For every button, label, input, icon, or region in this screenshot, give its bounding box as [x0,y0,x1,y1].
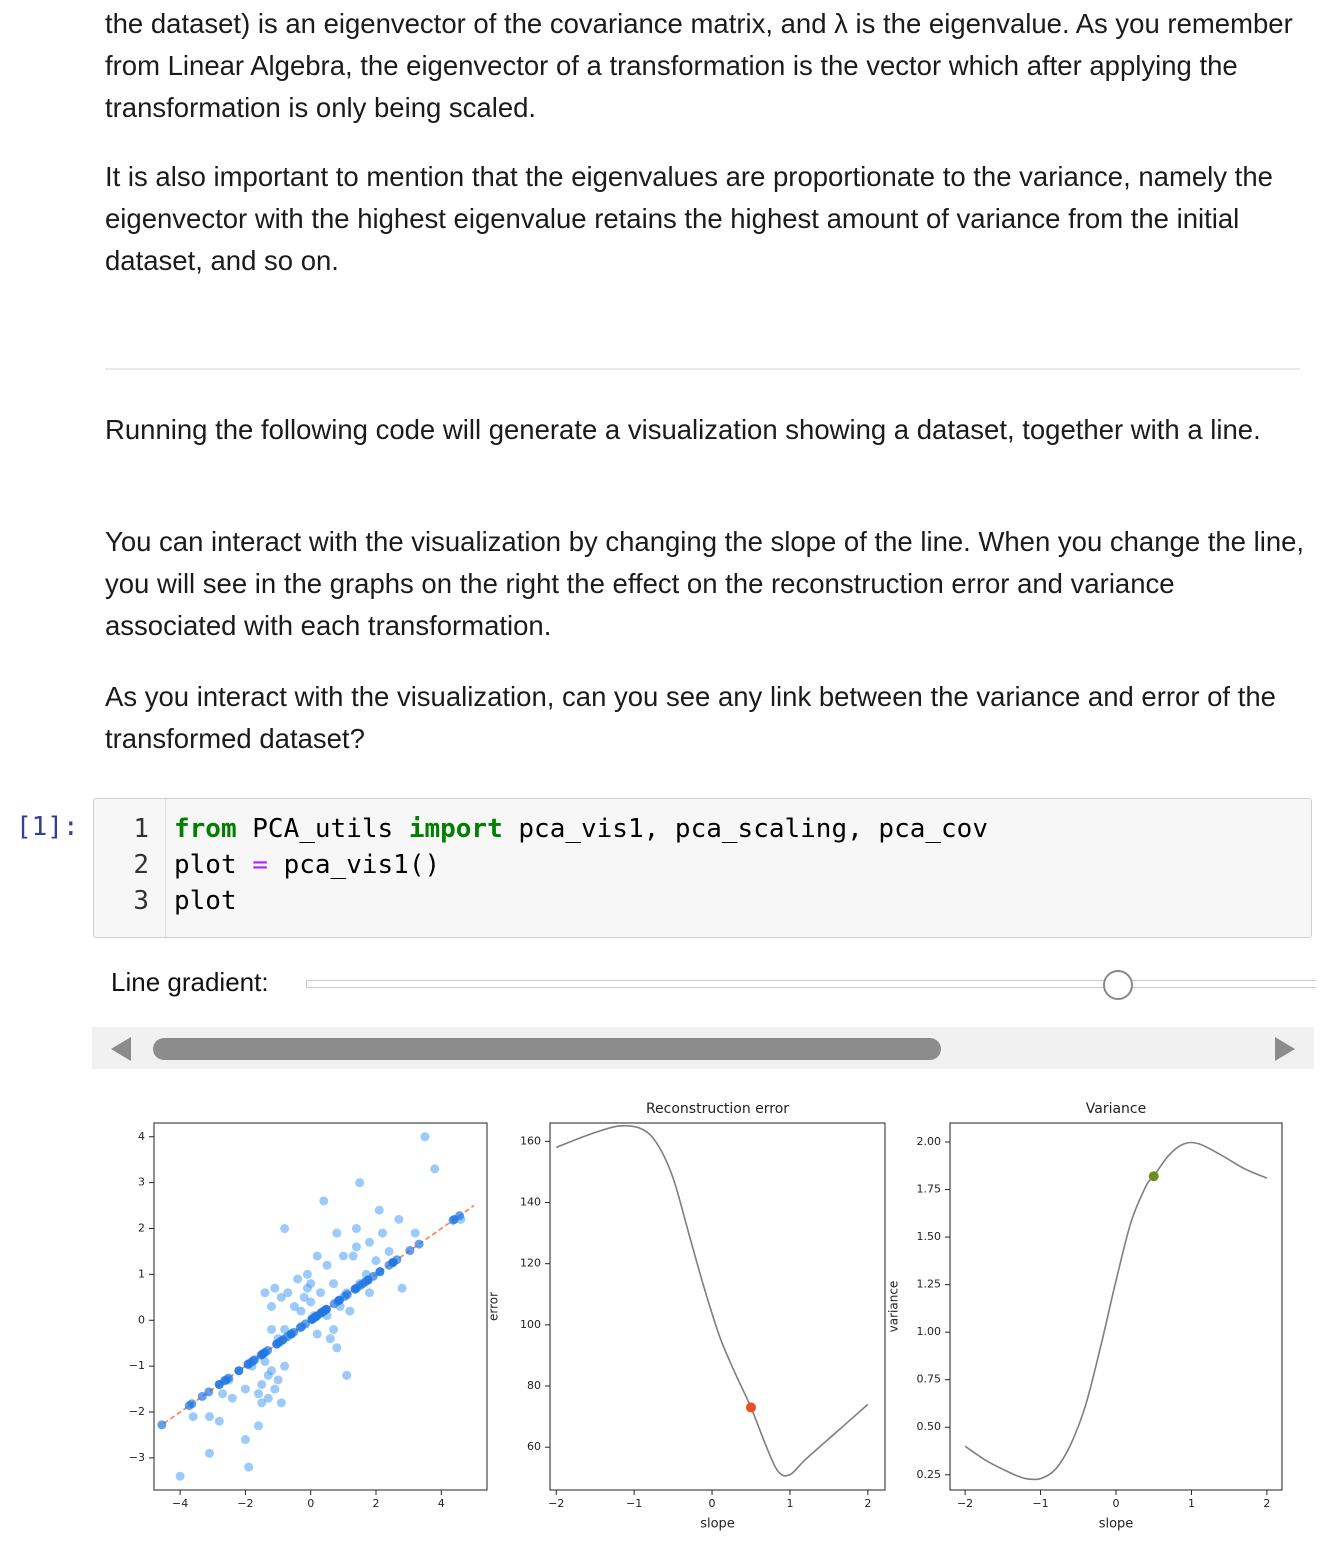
y-tick-label: 80 [527,1379,541,1393]
data-point [313,1330,322,1339]
data-point [332,1229,341,1238]
y-tick-label: 0.25 [916,1467,941,1481]
y-tick-label: 1.25 [916,1277,941,1291]
x-tick-label: −1 [626,1497,643,1510]
y-tick-label: 0.50 [916,1420,941,1434]
projected-point [405,1246,414,1255]
data-point [306,1297,315,1306]
projected-point [308,1315,317,1324]
y-tick-label: 0.75 [916,1372,941,1386]
chart-title: Reconstruction error [645,1101,790,1117]
keyword-import: import [408,814,503,844]
line-number: 3 [133,886,149,916]
data-point [332,1343,341,1352]
data-point [339,1252,348,1261]
data-point [277,1398,286,1407]
x-tick-label: 0 [708,1497,716,1510]
data-point [378,1229,387,1238]
data-point [241,1385,250,1394]
data-point [420,1132,429,1141]
data-point [267,1366,276,1375]
projected-point [375,1267,384,1276]
data-point [274,1375,283,1384]
data-point [296,1307,305,1316]
data-point [342,1371,351,1380]
data-point [349,1252,358,1261]
projected-point [234,1366,243,1375]
projected-point [415,1240,424,1249]
line-gradient-slider-handle[interactable] [1103,970,1133,1000]
line-number: 1 [133,814,149,844]
data-point [316,1288,325,1297]
data-point [257,1380,266,1389]
markdown-paragraph-running-code: Running the following code will generate a visualization showing a dataset, together with a line. [105,414,1261,445]
projected-point [215,1380,224,1389]
data-point [345,1307,354,1316]
data-point [293,1274,302,1283]
projected-point [287,1330,296,1339]
data-point [189,1412,198,1421]
projected-point [319,1307,328,1316]
series-line [556,1126,868,1476]
y-tick-label: 2 [138,1221,145,1235]
data-point [375,1206,384,1215]
projected-point [272,1340,281,1349]
y-tick-label: 1 [138,1267,145,1281]
y-tick-label: 0 [138,1313,145,1327]
data-point [313,1252,322,1261]
projected-point [187,1399,196,1408]
y-tick-label: 1.50 [916,1230,941,1244]
data-point [329,1325,338,1334]
data-point [254,1389,263,1398]
x-tick-label: −2 [956,1497,974,1510]
data-point [280,1224,289,1233]
data-point [430,1164,439,1173]
projected-point [204,1387,213,1396]
pca-visualization-figure [0,1090,1337,1550]
scroll-right-arrow-icon[interactable] [1275,1037,1295,1061]
scrollbar-thumb[interactable] [153,1038,941,1060]
projected-point [388,1258,397,1267]
x-tick-label: −4 [172,1497,189,1510]
x-tick-label: 0 [1112,1497,1120,1510]
projected-point [250,1355,259,1364]
current-slope-marker [1149,1171,1159,1181]
code-line: plot [174,886,237,916]
y-tick-label: 60 [527,1440,541,1454]
data-point [205,1449,214,1458]
data-point [254,1421,263,1430]
data-point [394,1215,403,1224]
horizontal-rule [105,368,1300,370]
keyword-from: from [174,814,237,844]
y-tick-label: 1.00 [916,1325,941,1339]
cell-prompt: [1]: [16,812,79,842]
data-point [267,1325,276,1334]
data-point [355,1178,364,1187]
code-cell-editor[interactable] [93,798,1312,938]
x-tick-label: 2 [864,1497,872,1510]
data-point [283,1288,292,1297]
x-tick-label: 4 [437,1497,445,1510]
data-point [411,1229,420,1238]
code-token: PCA_utils [236,814,409,844]
y-tick-label: −1 [128,1359,145,1373]
series-line [965,1142,1267,1479]
data-point [385,1247,394,1256]
data-point [261,1288,270,1297]
data-point [329,1279,338,1288]
y-tick-label: 4 [138,1129,145,1143]
data-point [326,1334,335,1343]
data-point [398,1284,407,1293]
y-tick-label: −2 [128,1405,145,1419]
projected-point [340,1292,349,1301]
projected-point [361,1277,370,1286]
data-point [264,1394,273,1403]
data-point [228,1394,237,1403]
chart-title: Variance [1085,1101,1147,1117]
x-tick-label: 2 [1263,1497,1271,1510]
line-gradient-slider-track[interactable] [306,980,1316,988]
code-token: pca_vis1() [267,850,441,880]
projected-point [455,1211,464,1220]
scroll-left-arrow-icon[interactable] [111,1037,131,1061]
data-point [241,1435,250,1444]
data-point [352,1242,361,1251]
y-tick-label: −3 [128,1450,145,1464]
data-point [372,1256,381,1265]
data-point [319,1196,328,1205]
plot-frame [154,1123,487,1490]
data-point [244,1463,253,1472]
data-point [280,1362,289,1371]
x-tick-label: 1 [1187,1497,1195,1510]
x-tick-label: −2 [548,1497,565,1510]
y-axis-label: variance [886,1280,901,1333]
markdown-paragraph-eigenvector: the dataset) is an eigenvector of the covariance matrix, and λ is the eigenvalue. As you remember from Linear Algebra, the eigenvector of a transformation is the vector which after applying the transformation is only being scaled. [105,8,1293,123]
line-number: 2 [133,850,149,880]
x-tick-label: 2 [372,1497,380,1510]
y-tick-label: 3 [138,1175,145,1189]
data-point [176,1472,185,1481]
x-tick-label: 0 [307,1497,315,1510]
plot-frame [550,1123,885,1490]
markdown-paragraph-question: As you interact with the visualization, can you see any link between the variance and error of the transformed dataset? [105,681,1276,754]
y-axis-label: error [486,1291,501,1322]
projected-point [157,1420,166,1429]
data-point [270,1284,279,1293]
data-point [306,1279,315,1288]
code-line [174,847,988,883]
code-token: plot [174,850,253,880]
markdown-paragraph-eigenvalues: It is also important to mention that the eigenvalues are proportionate to the variance, namely the eigenvector with the highest eigenvalue retains the highest amount of variance from the initial dataset, and so on. [105,161,1273,276]
data-point [270,1385,279,1394]
data-point [365,1238,374,1247]
code-line [174,811,988,847]
markdown-paragraph-interact: You can interact with the visualization by changing the slope of the line. When you change the line, you will see in the graphs on the right the effect on the reconstruction error and variance associated with each transformation. [105,526,1305,641]
line-number-gutter [94,799,166,937]
x-tick-label: −2 [237,1497,254,1510]
data-point [352,1224,361,1233]
slider-label: Line gradient: [111,967,269,997]
data-point [205,1412,214,1421]
current-slope-marker [746,1402,756,1412]
code-text[interactable] [174,811,988,919]
x-axis-label: slope [700,1516,735,1532]
operator-assign: = [252,850,268,880]
x-tick-label: 1 [786,1497,794,1510]
data-point [365,1288,374,1297]
plot-frame [950,1123,1282,1490]
data-point [218,1389,227,1398]
x-tick-label: −1 [1032,1497,1049,1510]
data-point [267,1302,276,1311]
y-tick-label: 2.00 [916,1135,941,1149]
y-tick-label: 100 [520,1317,541,1331]
output-horizontal-scrollbar[interactable] [92,1027,1314,1069]
y-tick-label: 140 [520,1195,541,1209]
data-point [215,1417,224,1426]
data-point [323,1261,332,1270]
code-token: pca_vis1, pca_scaling, pca_cov [502,814,988,844]
data-point [303,1270,312,1279]
y-tick-label: 1.75 [916,1182,941,1196]
y-tick-label: 120 [520,1256,541,1270]
x-axis-label: slope [1098,1516,1134,1532]
projected-point [259,1349,268,1358]
y-tick-label: 160 [520,1134,541,1148]
